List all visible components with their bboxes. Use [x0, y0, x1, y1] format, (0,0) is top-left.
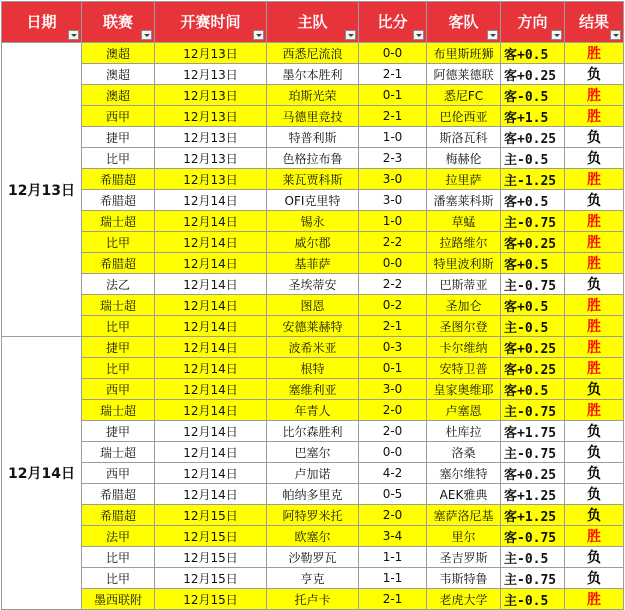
column-header-home	[267, 2, 359, 43]
away-cell: 阿德莱德联	[427, 64, 501, 85]
table-row	[2, 295, 624, 316]
league-cell: 瑞士超	[82, 400, 155, 421]
score-cell: 4-2	[359, 463, 427, 484]
direction-cell: 主-0.5	[501, 589, 565, 610]
direction-cell: 客-0.75	[501, 526, 565, 547]
table-row	[2, 421, 624, 442]
away-cell: 斯洛瓦科	[427, 127, 501, 148]
filter-dropdown-icon[interactable]	[253, 30, 264, 40]
time-cell: 12月14日	[155, 190, 267, 211]
league-cell: 比甲	[82, 232, 155, 253]
score-cell: 0-0	[359, 253, 427, 274]
league-cell: 捷甲	[82, 337, 155, 358]
score-cell: 1-1	[359, 547, 427, 568]
time-cell: 12月14日	[155, 316, 267, 337]
home-cell: OFI克里特	[267, 190, 359, 211]
away-cell: 圣图尔登	[427, 316, 501, 337]
home-cell: 巴塞尔	[267, 442, 359, 463]
result-cell: 负	[565, 568, 624, 589]
home-cell: 锡永	[267, 211, 359, 232]
filter-dropdown-icon[interactable]	[551, 30, 562, 40]
column-header-label: 客队	[448, 13, 479, 31]
table-body	[2, 43, 624, 610]
column-header-label: 结果	[578, 13, 609, 31]
time-cell: 12月14日	[155, 274, 267, 295]
score-cell: 2-2	[359, 274, 427, 295]
direction-cell: 客+0.25	[501, 232, 565, 253]
result-cell: 负	[565, 463, 624, 484]
column-header-label: 比分	[377, 13, 408, 31]
direction-cell: 主-0.5	[501, 148, 565, 169]
league-cell: 比甲	[82, 547, 155, 568]
score-cell: 2-3	[359, 148, 427, 169]
table-row	[2, 337, 624, 358]
direction-cell: 主-1.25	[501, 169, 565, 190]
league-cell: 捷甲	[82, 127, 155, 148]
direction-cell: 客+0.25	[501, 358, 565, 379]
result-cell: 胜	[565, 316, 624, 337]
home-cell: 安德莱赫特	[267, 316, 359, 337]
table-row	[2, 463, 624, 484]
league-cell: 比甲	[82, 358, 155, 379]
result-cell: 负	[565, 442, 624, 463]
filter-dropdown-icon[interactable]	[610, 30, 621, 40]
away-cell: 皇家奥维耶	[427, 379, 501, 400]
score-cell: 2-1	[359, 589, 427, 610]
league-cell: 瑞士超	[82, 211, 155, 232]
result-cell: 胜	[565, 43, 624, 64]
column-header-away	[427, 2, 501, 43]
time-cell: 12月14日	[155, 421, 267, 442]
score-cell: 1-1	[359, 568, 427, 589]
date-group-cell: 12月14日	[2, 337, 82, 610]
home-cell: 基菲萨	[267, 253, 359, 274]
away-cell: 卢塞恩	[427, 400, 501, 421]
time-cell: 12月13日	[155, 85, 267, 106]
away-cell: 圣吉罗斯	[427, 547, 501, 568]
result-cell: 负	[565, 64, 624, 85]
table-row	[2, 484, 624, 505]
score-cell: 0-5	[359, 484, 427, 505]
direction-cell: 客+0.5	[501, 253, 565, 274]
result-cell: 负	[565, 547, 624, 568]
table-row	[2, 505, 624, 526]
time-cell: 12月14日	[155, 484, 267, 505]
time-cell: 12月13日	[155, 127, 267, 148]
time-cell: 12月13日	[155, 106, 267, 127]
score-cell: 2-1	[359, 106, 427, 127]
result-cell: 胜	[565, 337, 624, 358]
direction-cell: 客+0.5	[501, 379, 565, 400]
time-cell: 12月13日	[155, 64, 267, 85]
table-row	[2, 190, 624, 211]
direction-cell: 客+1.25	[501, 505, 565, 526]
league-cell: 西甲	[82, 463, 155, 484]
result-cell: 胜	[565, 589, 624, 610]
away-cell: 塞萨洛尼基	[427, 505, 501, 526]
score-cell: 1-0	[359, 127, 427, 148]
league-cell: 澳超	[82, 64, 155, 85]
result-cell: 胜	[565, 253, 624, 274]
score-cell: 0-1	[359, 358, 427, 379]
league-cell: 希腊超	[82, 484, 155, 505]
column-header-score	[359, 2, 427, 43]
direction-cell: 主-0.75	[501, 442, 565, 463]
result-cell: 胜	[565, 232, 624, 253]
table-row	[2, 253, 624, 274]
direction-cell: 主-0.5	[501, 316, 565, 337]
filter-dropdown-icon[interactable]	[345, 30, 356, 40]
league-cell: 瑞士超	[82, 295, 155, 316]
filter-dropdown-icon[interactable]	[141, 30, 152, 40]
league-cell: 法甲	[82, 526, 155, 547]
away-cell: 巴伦西亚	[427, 106, 501, 127]
table-row	[2, 526, 624, 547]
home-cell: 特普利斯	[267, 127, 359, 148]
score-cell: 2-2	[359, 232, 427, 253]
away-cell: 布里斯班狮	[427, 43, 501, 64]
result-cell: 胜	[565, 85, 624, 106]
header-row	[2, 2, 624, 43]
league-cell: 希腊超	[82, 190, 155, 211]
direction-cell: 客+1.25	[501, 484, 565, 505]
score-cell: 2-1	[359, 316, 427, 337]
date-group-cell: 12月13日	[2, 43, 82, 337]
league-cell: 瑞士超	[82, 442, 155, 463]
time-cell: 12月14日	[155, 337, 267, 358]
result-cell: 负	[565, 148, 624, 169]
score-cell: 3-0	[359, 190, 427, 211]
direction-cell: 客+0.5	[501, 295, 565, 316]
home-cell: 卢加诺	[267, 463, 359, 484]
away-cell: 里尔	[427, 526, 501, 547]
league-cell: 澳超	[82, 85, 155, 106]
table-row	[2, 316, 624, 337]
score-cell: 3-4	[359, 526, 427, 547]
home-cell: 色格拉布鲁	[267, 148, 359, 169]
result-cell: 负	[565, 484, 624, 505]
score-cell: 3-0	[359, 169, 427, 190]
result-cell: 负	[565, 421, 624, 442]
column-header-label: 日期	[26, 13, 57, 31]
away-cell: 拉路维尔	[427, 232, 501, 253]
filter-dropdown-icon[interactable]	[68, 30, 79, 40]
league-cell: 希腊超	[82, 253, 155, 274]
away-cell: 韦斯特鲁	[427, 568, 501, 589]
away-cell: 安特卫普	[427, 358, 501, 379]
table-row	[2, 379, 624, 400]
filter-dropdown-icon[interactable]	[413, 30, 424, 40]
result-cell: 胜	[565, 358, 624, 379]
direction-cell: 客+0.25	[501, 64, 565, 85]
table-row	[2, 568, 624, 589]
home-cell: 年青人	[267, 400, 359, 421]
away-cell: 悉尼FC	[427, 85, 501, 106]
result-cell: 胜	[565, 400, 624, 421]
score-cell: 0-0	[359, 442, 427, 463]
table-row	[2, 211, 624, 232]
table-row	[2, 274, 624, 295]
time-cell: 12月14日	[155, 442, 267, 463]
time-cell: 12月13日	[155, 43, 267, 64]
direction-cell: 客-0.5	[501, 85, 565, 106]
home-cell: 墨尔本胜利	[267, 64, 359, 85]
result-cell: 胜	[565, 526, 624, 547]
home-cell: 帕纳多里克	[267, 484, 359, 505]
away-cell: 塞尔维特	[427, 463, 501, 484]
result-cell: 负	[565, 190, 624, 211]
away-cell: 洛桑	[427, 442, 501, 463]
league-cell: 希腊超	[82, 505, 155, 526]
table-row	[2, 589, 624, 610]
table-row	[2, 127, 624, 148]
direction-cell: 客+1.75	[501, 421, 565, 442]
column-header-label: 方向	[517, 13, 548, 31]
direction-cell: 客+1.5	[501, 106, 565, 127]
league-cell: 希腊超	[82, 169, 155, 190]
score-cell: 2-0	[359, 400, 427, 421]
home-cell: 沙勒罗瓦	[267, 547, 359, 568]
time-cell: 12月14日	[155, 211, 267, 232]
column-header-time	[155, 2, 267, 43]
away-cell: 拉里萨	[427, 169, 501, 190]
score-cell: 2-0	[359, 421, 427, 442]
league-cell: 法乙	[82, 274, 155, 295]
home-cell: 塞维利亚	[267, 379, 359, 400]
table-row	[2, 400, 624, 421]
table-row	[2, 43, 624, 64]
time-cell: 12月14日	[155, 253, 267, 274]
time-cell: 12月14日	[155, 379, 267, 400]
away-cell: 老虎大学	[427, 589, 501, 610]
table-row	[2, 148, 624, 169]
home-cell: 亨克	[267, 568, 359, 589]
table-row	[2, 358, 624, 379]
away-cell: 梅赫伦	[427, 148, 501, 169]
column-header-label: 主队	[297, 13, 328, 31]
league-cell: 西甲	[82, 379, 155, 400]
league-cell: 墨西联附	[82, 589, 155, 610]
home-cell: 圣埃蒂安	[267, 274, 359, 295]
direction-cell: 主-0.75	[501, 568, 565, 589]
direction-cell: 客+0.25	[501, 127, 565, 148]
away-cell: 潘塞莱科斯	[427, 190, 501, 211]
home-cell: 根特	[267, 358, 359, 379]
table-row	[2, 106, 624, 127]
league-cell: 西甲	[82, 106, 155, 127]
result-cell: 负	[565, 274, 624, 295]
result-cell: 负	[565, 127, 624, 148]
away-cell: 草蜢	[427, 211, 501, 232]
column-header-label: 联赛	[102, 13, 133, 31]
home-cell: 马德里竞技	[267, 106, 359, 127]
time-cell: 12月15日	[155, 568, 267, 589]
result-cell: 负	[565, 379, 624, 400]
match-table	[1, 1, 624, 610]
filter-dropdown-icon[interactable]	[487, 30, 498, 40]
result-cell: 负	[565, 505, 624, 526]
league-cell: 澳超	[82, 43, 155, 64]
direction-cell: 客+0.5	[501, 190, 565, 211]
score-cell: 0-3	[359, 337, 427, 358]
table-row	[2, 169, 624, 190]
home-cell: 珀斯光荣	[267, 85, 359, 106]
table-row	[2, 85, 624, 106]
score-cell: 0-0	[359, 43, 427, 64]
score-cell: 1-0	[359, 211, 427, 232]
time-cell: 12月13日	[155, 169, 267, 190]
score-cell: 0-2	[359, 295, 427, 316]
score-cell: 2-0	[359, 505, 427, 526]
home-cell: 波希米亚	[267, 337, 359, 358]
home-cell: 威尔郡	[267, 232, 359, 253]
column-header-league	[82, 2, 155, 43]
home-cell: 阿特罗米托	[267, 505, 359, 526]
time-cell: 12月14日	[155, 463, 267, 484]
table-row	[2, 547, 624, 568]
home-cell: 托卢卡	[267, 589, 359, 610]
result-cell: 胜	[565, 211, 624, 232]
direction-cell: 客+0.25	[501, 337, 565, 358]
time-cell: 12月15日	[155, 589, 267, 610]
away-cell: 特里波利斯	[427, 253, 501, 274]
away-cell: 巴斯蒂亚	[427, 274, 501, 295]
direction-cell: 主-0.5	[501, 547, 565, 568]
time-cell: 12月15日	[155, 505, 267, 526]
direction-cell: 主-0.75	[501, 400, 565, 421]
time-cell: 12月14日	[155, 232, 267, 253]
direction-cell: 主-0.75	[501, 211, 565, 232]
away-cell: 卡尔维纳	[427, 337, 501, 358]
home-cell: 莱瓦贾科斯	[267, 169, 359, 190]
away-cell: AEK雅典	[427, 484, 501, 505]
away-cell: 杜库拉	[427, 421, 501, 442]
table-row	[2, 64, 624, 85]
table-row	[2, 232, 624, 253]
time-cell: 12月15日	[155, 547, 267, 568]
league-cell: 比甲	[82, 568, 155, 589]
league-cell: 比甲	[82, 148, 155, 169]
league-cell: 比甲	[82, 316, 155, 337]
time-cell: 12月14日	[155, 295, 267, 316]
home-cell: 欧塞尔	[267, 526, 359, 547]
time-cell: 12月14日	[155, 358, 267, 379]
direction-cell: 客+0.5	[501, 43, 565, 64]
score-cell: 2-1	[359, 64, 427, 85]
direction-cell: 客+0.25	[501, 463, 565, 484]
column-header-label: 开赛时间	[180, 13, 241, 31]
home-cell: 西悉尼流浪	[267, 43, 359, 64]
away-cell: 圣加仑	[427, 295, 501, 316]
column-header-result	[565, 2, 624, 43]
time-cell: 12月13日	[155, 148, 267, 169]
time-cell: 12月14日	[155, 400, 267, 421]
direction-cell: 主-0.75	[501, 274, 565, 295]
column-header-direction	[501, 2, 565, 43]
league-cell: 捷甲	[82, 421, 155, 442]
column-header-date	[2, 2, 82, 43]
score-cell: 0-1	[359, 85, 427, 106]
result-cell: 胜	[565, 295, 624, 316]
result-cell: 胜	[565, 169, 624, 190]
time-cell: 12月15日	[155, 526, 267, 547]
score-cell: 3-0	[359, 379, 427, 400]
home-cell: 比尔森胜利	[267, 421, 359, 442]
result-cell: 胜	[565, 106, 624, 127]
home-cell: 图恩	[267, 295, 359, 316]
table-row	[2, 442, 624, 463]
